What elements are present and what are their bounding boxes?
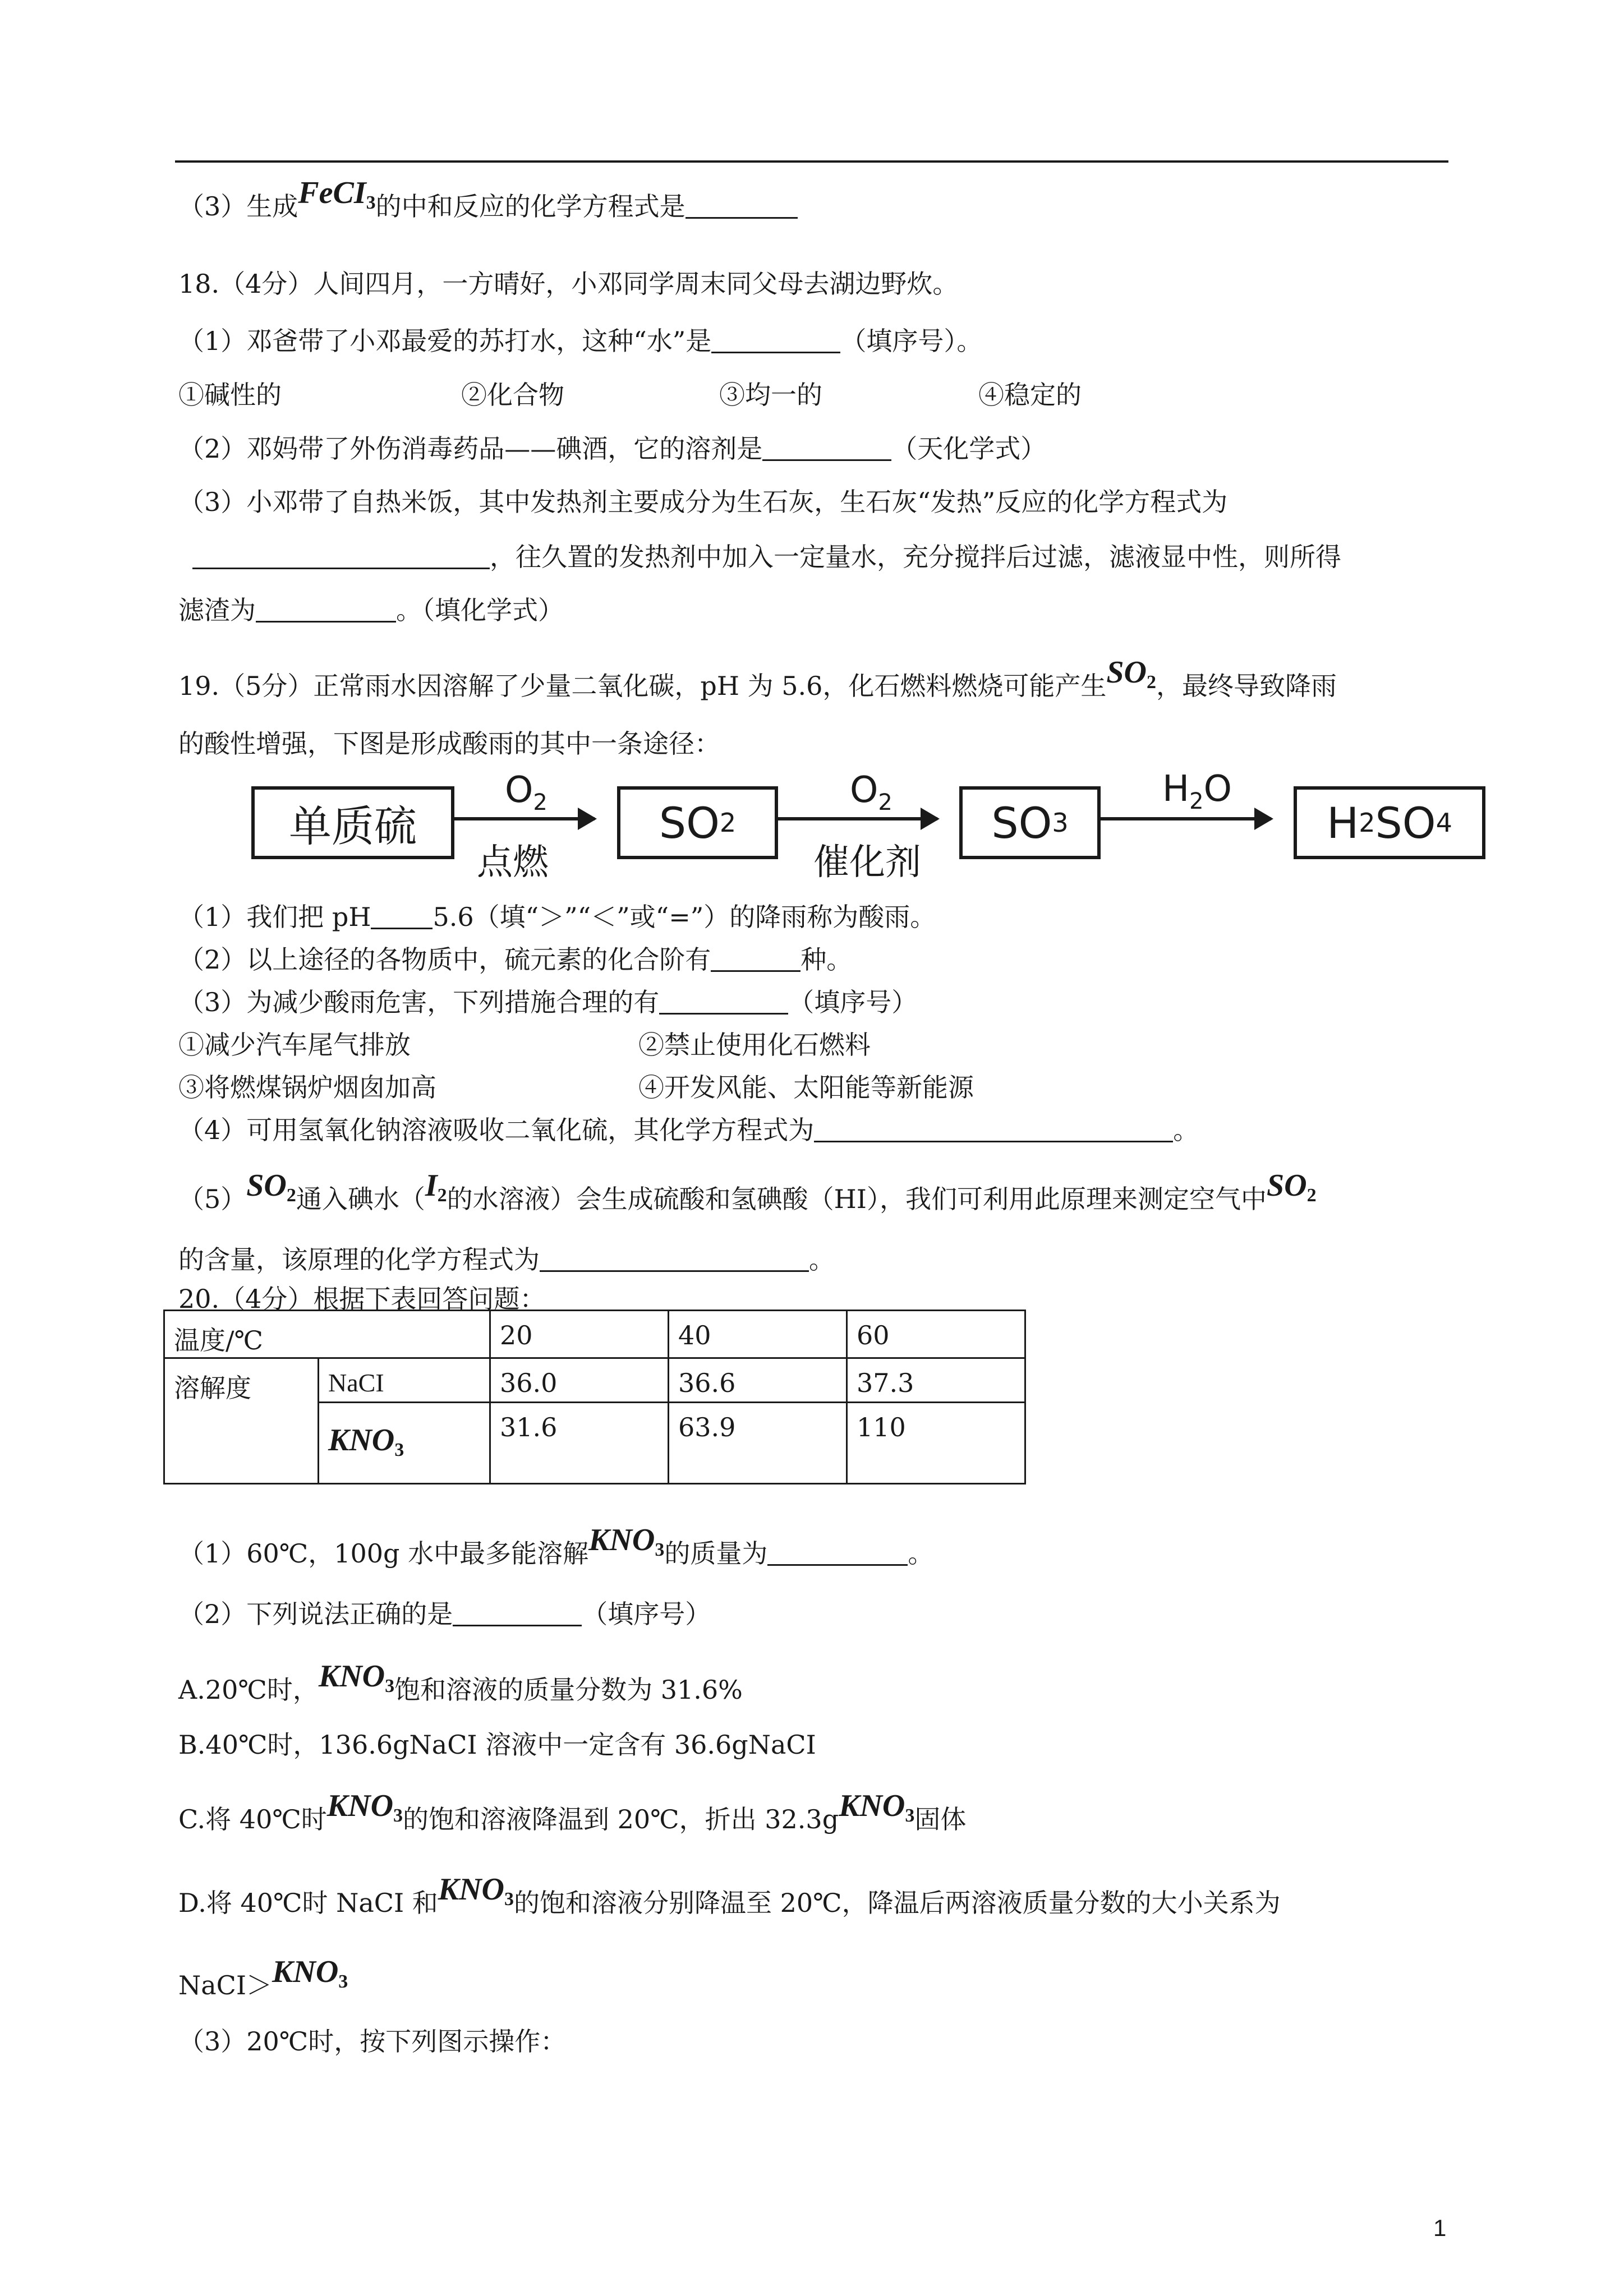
question-17-part-3: （3）生成FeCI$_3$的中和反应的化学方程式是 — [178, 190, 798, 225]
question-19-part-1: （1）我们把 pH 5.6（填“＞”“＜”或“=”）的降雨称为酸雨。 — [178, 902, 936, 932]
option-d-line-2: $NaCI>KNO_3$ — [178, 1954, 348, 2000]
chem-formula: $KNO_3$ — [839, 1788, 915, 1826]
flow-arrow-1-bottom-label: 点燃 — [477, 842, 549, 883]
measure-option-2: ②禁止使用化石燃料 — [638, 1030, 871, 1060]
option-4: ④稳定的 — [978, 380, 1082, 410]
question-18-part-3-line-2: ，往久置的发热剂中加入一定量水，充分搅拌后过滤，滤液显中性，则所得 — [192, 544, 1341, 570]
chem-formula: $I_2$ — [425, 1168, 447, 1206]
flow-arrow-1 — [451, 817, 595, 820]
question-20-part-2: （2）下列说法正确的是 （填序号） — [178, 1599, 711, 1629]
question-18-part-3-line-3: 滤渣为 。（填化学式） — [178, 595, 564, 625]
answer-blank[interactable] — [711, 329, 840, 353]
answer-blank[interactable] — [762, 437, 891, 461]
table-cell: 63.9 — [669, 1403, 847, 1484]
table-cell: 36.0 — [490, 1358, 669, 1403]
table-cell: 110 — [847, 1403, 1025, 1484]
acid-rain-flow-diagram — [230, 768, 1489, 892]
question-19-title-line-2: 的酸性增强，下图是形成酸雨的其中一条途径： — [178, 729, 720, 759]
flow-arrow-3 — [1097, 817, 1271, 820]
chem-formula: $KNO_3$ — [318, 1659, 395, 1696]
answer-blank[interactable] — [540, 1248, 809, 1272]
option-a: A.20℃时，$KNO_3$饱和溶液的质量分数为 31.6% — [178, 1659, 743, 1705]
table-row — [164, 1358, 1025, 1403]
answer-blank[interactable] — [453, 1602, 582, 1626]
flow-arrow-2 — [775, 817, 937, 820]
answer-blank[interactable] — [711, 948, 801, 972]
flow-box-so3: SO 3 — [959, 786, 1101, 859]
option-3: ③均一的 — [719, 380, 822, 410]
table-header-cell: 20 — [490, 1311, 669, 1358]
flow-arrow-1-top-label: $O_2$ — [505, 769, 548, 815]
option-2: ②化合物 — [461, 380, 564, 410]
page-number: 1 — [1433, 2215, 1447, 2241]
flow-arrow-2-top-label: $O_2$ — [850, 769, 892, 815]
table-row — [164, 1311, 1025, 1358]
option-c: C.将 40℃时$KNO_3$的饱和溶液降温到 20℃，折出 32.3gKNO$_3$固体 — [178, 1788, 967, 1834]
answer-blank[interactable] — [192, 545, 490, 569]
answer-blank[interactable] — [256, 598, 396, 623]
flow-box-sulfur: 单质硫 — [251, 786, 454, 859]
table-row-label-solubility: 溶解度 — [164, 1358, 319, 1484]
question-19-part-3: （3）为减少酸雨危害，下列措施合理的有 （填序号） — [178, 987, 918, 1017]
option-d: D.将 40℃时 NaCI 和$KNO_3$的饱和溶液分别降温至 20℃，降温后两溶液质量分数的大小关系为 — [178, 1872, 1281, 1918]
question-19-part-4: （4）可用氢氧化钠溶液吸收二氧化硫，其化学方程式为 。 — [178, 1115, 1199, 1145]
flow-box-so2: SO 2 — [617, 786, 778, 859]
solubility-table — [163, 1310, 1026, 1484]
chem-formula: $KNO_3$ — [272, 1954, 348, 1992]
table-cell-nacl-label: NaCI — [319, 1358, 490, 1403]
question-19-part-5: $(5)SO_2$通入碘水（$I_2$的水溶液）会生成硫酸和氢碘酸（HI），我们可利用此原理来测定空气中$SO_2$ — [178, 1168, 1317, 1214]
table-header-cell: 60 — [847, 1311, 1025, 1358]
table-cell: 37.3 — [847, 1358, 1025, 1403]
table-header-temperature: 温度/℃ — [164, 1311, 490, 1358]
chem-formula: $KNO_3$ — [438, 1872, 514, 1910]
option-b: B.40℃时，136.6gNaCI 溶液中一定含有 36.6gNaCI — [178, 1730, 816, 1760]
flow-arrow-2-bottom-label: 催化剂 — [813, 842, 921, 883]
flow-arrow-3-top-label: $H_2O$ — [1162, 768, 1232, 814]
chem-formula: $KNO_3$ — [588, 1523, 665, 1560]
question-18-part-3: （3）小邓带了自热米饭，其中发热剂主要成分为生石灰，生石灰“发热”反应的化学方程式为 — [178, 487, 1228, 517]
answer-blank[interactable] — [371, 905, 433, 929]
answer-blank[interactable] — [767, 1542, 908, 1566]
chem-formula: FeCI$_3$ — [298, 176, 376, 213]
chem-formula: $SO_2$ — [1106, 655, 1156, 693]
flow-box-h2so4: H 2 SO 4 — [1294, 786, 1485, 859]
chem-formula: $SO_2$ — [1266, 1168, 1317, 1206]
question-20-title: 20.（4分）根据下表回答问题： — [178, 1284, 546, 1314]
question-20-part-1: （1）60℃，100g 水中最多能溶解$KNO_3$的质量为 。 — [178, 1523, 934, 1569]
question-19-part-5-line-2: 的含量，该原理的化学方程式为 。 — [178, 1244, 835, 1275]
chem-formula: $KNO_3$ — [326, 1788, 403, 1826]
answer-blank[interactable] — [686, 195, 798, 219]
question-18-part-1: （1）邓爸带了小邓最爱的苏打水，这种“水”是 （填序号）。 — [178, 326, 983, 356]
chem-formula: $SO_2$ — [246, 1168, 296, 1206]
table-cell: 31.6 — [490, 1403, 669, 1484]
question-20-part-3: （3）20℃时，按下列图示操作： — [178, 2026, 567, 2057]
table-cell: 36.6 — [669, 1358, 847, 1403]
question-18-part-2: （2）邓妈带了外伤消毒药品——碘酒，它的溶剂是 （天化学式） — [178, 434, 1047, 464]
option-1: ①碱性的 — [178, 380, 282, 410]
measure-option-1: ①减少汽车尾气排放 — [178, 1030, 411, 1060]
measure-option-3: ③将燃煤锅炉烟囱加高 — [178, 1072, 436, 1103]
table-cell-kno3-label: $KNO_3$ — [319, 1403, 490, 1484]
answer-blank[interactable] — [814, 1118, 1173, 1142]
question-18-title: 18.（4分）人间四月，一方晴好，小邓同学周末同父母去湖边野炊。 — [178, 269, 959, 299]
question-19-part-2: （2）以上途径的各物质中，硫元素的化合阶有 种。 — [178, 944, 853, 975]
question-19-title: 19.（5分）正常雨水因溶解了少量二氧化碳，pH 为 5.6，化石燃料燃烧可能产生$SO_2$，最终导致降雨 — [178, 655, 1337, 701]
measure-option-4: ④开发风能、太阳能等新能源 — [638, 1072, 974, 1103]
answer-blank[interactable] — [659, 990, 788, 1015]
table-header-cell: 40 — [669, 1311, 847, 1358]
header-rule — [175, 160, 1448, 163]
